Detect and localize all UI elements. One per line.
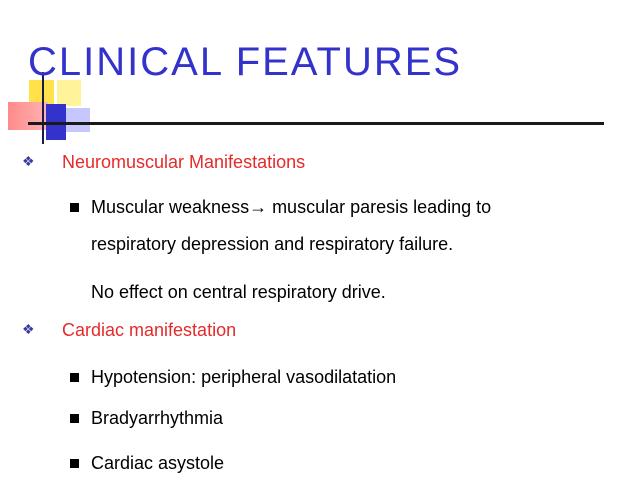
list-item-plain: No effect on central respiratory drive. xyxy=(91,282,386,302)
square-bullet-icon xyxy=(70,203,79,212)
square-bullet-icon xyxy=(70,373,79,382)
square-bullet-icon xyxy=(70,459,79,468)
section-heading-cardiac: Cardiac manifestation xyxy=(62,320,237,340)
title-divider xyxy=(28,122,604,125)
diamond-bullet-icon: ❖ xyxy=(22,321,35,337)
list-item: Cardiac asystole xyxy=(91,453,225,473)
list-item: Hypotension: peripheral vasodilatation xyxy=(91,367,397,387)
slide-title: CLINICAL FEATURES xyxy=(28,40,463,84)
list-item-continuation: respiratory depression and respiratory failure. xyxy=(91,234,454,254)
section-heading-neuromuscular: Neuromuscular Manifestations xyxy=(62,152,306,172)
square-bullet-icon xyxy=(70,414,79,423)
right-arrow-icon: → xyxy=(249,197,268,217)
list-item xyxy=(91,196,491,218)
decor-light-blue-block xyxy=(66,108,90,132)
item-text-paresis: muscular paresis leading to xyxy=(267,197,492,217)
list-item: Bradyarrhythmia xyxy=(91,408,224,428)
item-text-muscular-weakness: Muscular weakness xyxy=(91,197,250,217)
diamond-bullet-icon: ❖ xyxy=(22,153,35,169)
